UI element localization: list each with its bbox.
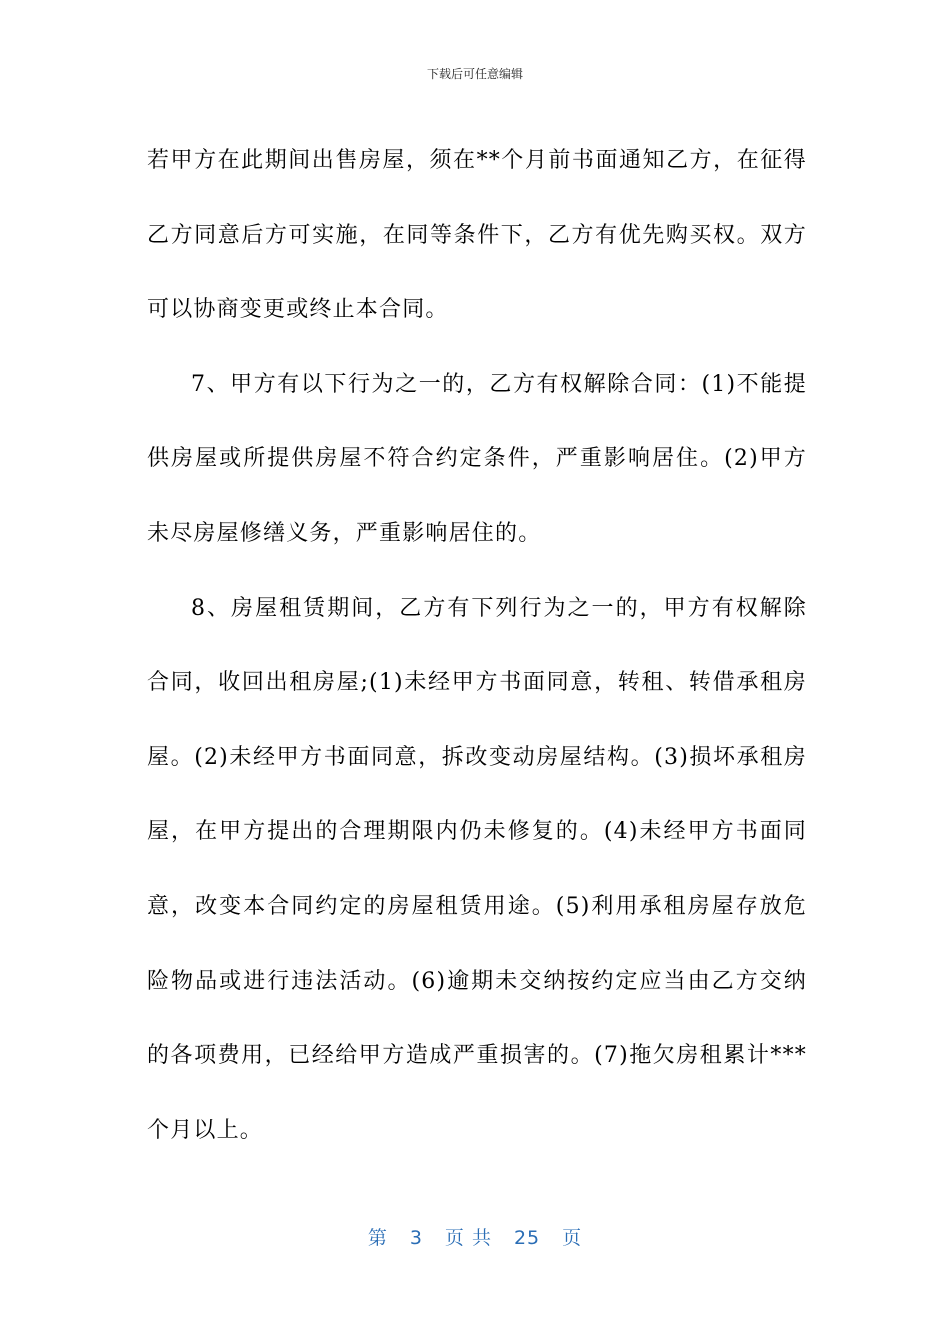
paragraph-sale-notice: 若甲方在此期间出售房屋，须在**个月前书面通知乙方，在征得乙方同意后方可实施，在同等条件下，乙方有优先购买权。双方可以协商变更或终止本合同。 (147, 148, 807, 323)
paragraph-clause-7: 7、甲方有以下行为之一的，乙方有权解除合同：(1)不能提供房屋或所提供房屋不符合约定条件，严重影响居住。(2)甲方未尽房屋修缮义务，严重影响居住的。 (147, 371, 807, 546)
footer-prefix: 第 (367, 1227, 388, 1249)
footer-current-page: 3 (409, 1227, 423, 1249)
footer-suffix: 页 (562, 1227, 583, 1249)
footer-middle: 页 共 (444, 1227, 492, 1249)
page-footer (0, 1226, 950, 1250)
page-header: 下载后可任意编辑 (426, 67, 523, 81)
footer-total-pages: 25 (513, 1227, 541, 1249)
document-body (147, 124, 807, 1168)
paragraph-clause-8: 8、房屋租赁期间，乙方有下列行为之一的，甲方有权解除合同，收回出租房屋;(1)未经甲方书面同意，转租、转借承租房屋。(2)未经甲方书面同意，拆改变动房屋结构。(3)损坏承租房屋，在甲方提出的合理期限内仍未修复的。(4)未经甲方书面同意，改变本合同约定的房屋租赁用途。(5)利用承租房屋存放危险物品或进行违法活动。(6)逾期未交纳按约定应当由乙方交纳的各项费用，已经给甲方造成严重损害的。(7)拖欠房租累计***个月以上。 (147, 595, 807, 1143)
